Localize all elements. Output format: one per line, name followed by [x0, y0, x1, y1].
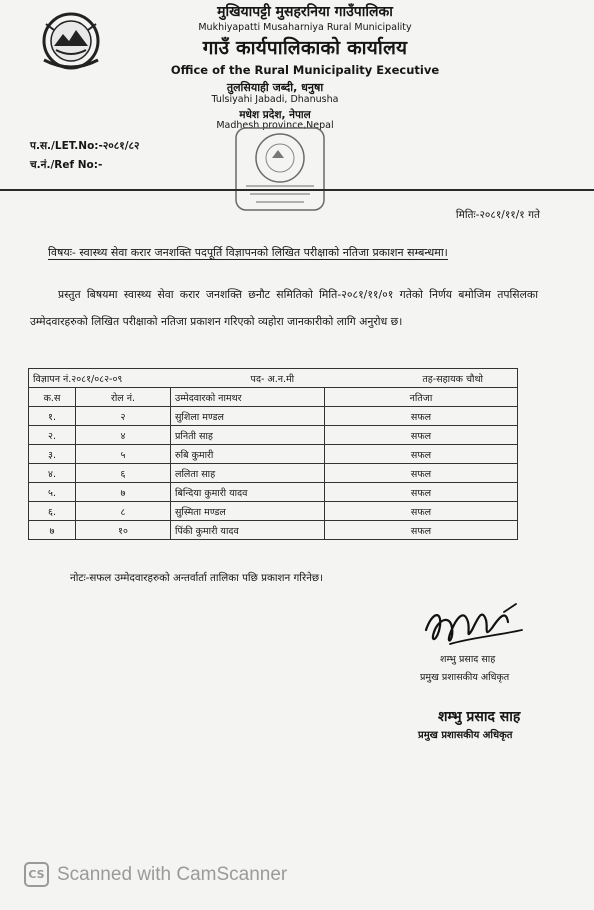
candidate-cell: रुबि कुमारी	[171, 445, 325, 464]
note-text: नोटः-सफल उम्मेदवारहरुको अन्तर्वार्ता तालिका पछि प्रकाशन गरिनेछ।	[70, 572, 324, 584]
title-stamp: प्रमुख प्रशासकीय अधिकृत	[418, 730, 513, 741]
serial-cell: १.	[29, 407, 76, 426]
table-row	[29, 445, 518, 464]
result-cell: सफल	[325, 464, 518, 483]
serial-cell: ७	[29, 521, 76, 540]
header-roll: रोल नं.	[76, 388, 171, 407]
post-name: पद- अ.न.मी	[250, 373, 295, 385]
name-stamp: शम्भु प्रसाद साह	[438, 709, 521, 725]
roll-cell: ६	[76, 464, 171, 483]
office-stamp-icon	[232, 124, 328, 214]
watermark-text: Scanned with CamScanner	[57, 863, 288, 885]
results-table	[28, 368, 518, 540]
office-title-en: Office of the Rural Municipality Executive	[170, 63, 440, 77]
handwritten-signature-icon	[420, 600, 530, 655]
table-meta-row	[29, 369, 518, 388]
result-cell: सफल	[325, 502, 518, 521]
roll-cell: ५	[76, 445, 171, 464]
candidate-cell: सुशिला मण्डल	[171, 407, 325, 426]
body-paragraph: प्रस्तुत बिषयमा स्वास्थ्य सेवा करार जनशक्ति छनौट समितिको मिति-२०८१/११/०१ गतेको निर्णय बमोजिम तपसिलका उम्मेदवारहरुको लिखित परीक्षाको नतिजा प्रकाशन गरिएको व्यहोरा जानकारीको लागि अनुरोध छ।	[30, 288, 538, 328]
address-en: Tulsiyahi Jabadi, Dhanusha	[211, 94, 339, 105]
table-row	[29, 464, 518, 483]
office-title-np: गाउँ कार्यपालिकाको कार्यालय	[202, 37, 408, 59]
serial-cell: ६.	[29, 502, 76, 521]
letter-number: प.स./LET.No:-२०८१/८२	[30, 140, 140, 152]
subject-line: विषयः- स्वास्थ्य सेवा करार जनशक्ति पदपूर्ति विज्ञापनको लिखित परीक्षाको नतिजा प्रकाशन सम्बन्धमा।	[48, 246, 448, 259]
advert-number: विज्ञापन नं.२०८१/०८२-०९	[33, 373, 123, 385]
roll-cell: १०	[76, 521, 171, 540]
table-row	[29, 502, 518, 521]
header-serial: क.स	[29, 388, 76, 407]
result-cell: सफल	[325, 483, 518, 502]
municipality-emblem-icon	[36, 10, 106, 72]
letter-date: मितिः-२०८१/११/१ गते	[455, 209, 540, 221]
reference-number: च.नं./Ref No:-	[30, 159, 103, 171]
signatory-title: प्रमुख प्रशासकीय अधिकृत	[420, 672, 510, 683]
roll-cell: ८	[76, 502, 171, 521]
table-row	[29, 483, 518, 502]
roll-cell: ७	[76, 483, 171, 502]
table-row	[29, 407, 518, 426]
table-row	[29, 521, 518, 540]
province-np: मधेश प्रदेश, नेपाल	[239, 109, 311, 121]
camscanner-watermark	[24, 862, 287, 887]
candidate-cell: सुस्मिता मण्डल	[171, 502, 325, 521]
result-cell: सफल	[325, 521, 518, 540]
result-cell: सफल	[325, 407, 518, 426]
serial-cell: ३.	[29, 445, 76, 464]
serial-cell: २.	[29, 426, 76, 445]
roll-cell: ४	[76, 426, 171, 445]
signatory-name: शम्भु प्रसाद साह	[440, 654, 496, 665]
municipality-name-np: मुखियापट्टी मुसहरनिया गाउँपालिका	[217, 4, 393, 20]
municipality-name-en: Mukhiyapatti Musaharniya Rural Municipality	[198, 22, 412, 33]
header-divider	[0, 189, 594, 191]
address-np: तुलसियाही जब्दी, धनुषा	[226, 81, 324, 94]
camscanner-logo-icon: CS	[24, 862, 49, 887]
header-candidate: उम्मेदवारको नामथर	[171, 388, 325, 407]
post-level: तह-सहायक चौथो	[422, 373, 483, 385]
result-cell: सफल	[325, 445, 518, 464]
province-en: Madhesh province,Nepal	[216, 120, 334, 131]
roll-cell: २	[76, 407, 171, 426]
table-header-row	[29, 388, 518, 407]
serial-cell: ५.	[29, 483, 76, 502]
candidate-cell: प्रनिती साह	[171, 426, 325, 445]
table-row	[29, 426, 518, 445]
candidate-cell: पिंकी कुमारी यादव	[171, 521, 325, 540]
serial-cell: ४.	[29, 464, 76, 483]
candidate-cell: बिन्दिया कुमारी यादव	[171, 483, 325, 502]
result-cell: सफल	[325, 426, 518, 445]
candidate-cell: ललिता साह	[171, 464, 325, 483]
header-result: नतिजा	[325, 388, 518, 407]
